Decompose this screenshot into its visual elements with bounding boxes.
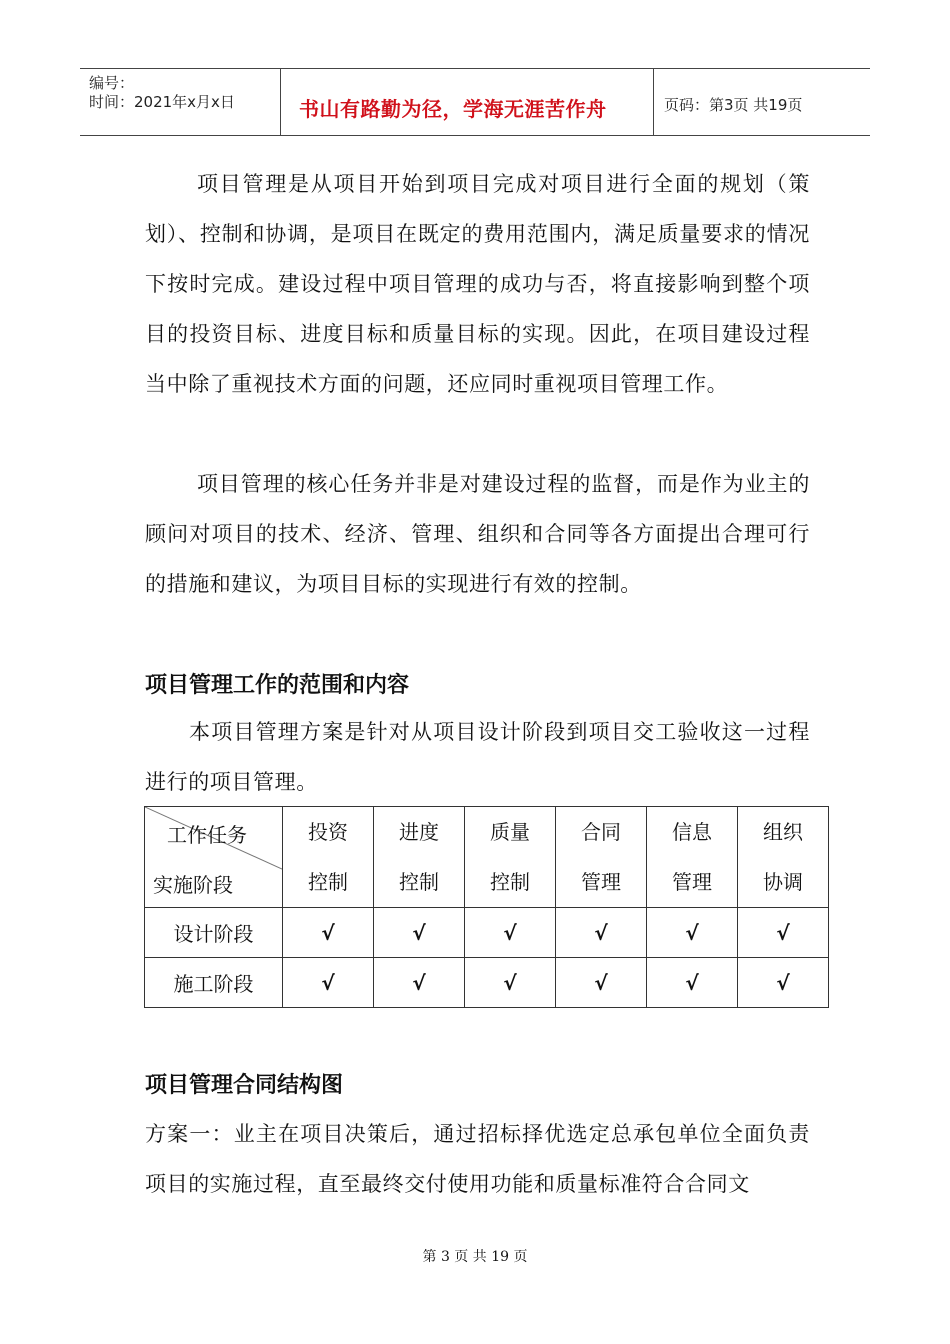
- task-phase-table: [144, 806, 829, 1008]
- column-header-contract: 合同 管理: [556, 807, 647, 908]
- column-header-investment: 投资 控制: [283, 807, 374, 908]
- row-label-design: 设计阶段: [145, 908, 283, 958]
- check-mark: √: [465, 908, 556, 958]
- header-left-cell: [80, 69, 281, 135]
- header-right-cell: [654, 69, 870, 135]
- check-mark: √: [283, 908, 374, 958]
- document-number-label: 编号：: [89, 74, 135, 92]
- section-heading-contract-structure: 项目管理合同结构图: [145, 1073, 344, 1098]
- check-mark: √: [738, 958, 829, 1008]
- corner-label-phase: 实施阶段: [153, 873, 233, 897]
- column-header-coordination: 组织 协调: [738, 807, 829, 908]
- check-mark: √: [283, 958, 374, 1008]
- date-label: 时间：2021年x月x日: [89, 93, 235, 111]
- table-row: [145, 908, 829, 958]
- header-center-cell: [281, 69, 654, 135]
- check-mark: √: [647, 958, 738, 1008]
- check-mark: √: [738, 908, 829, 958]
- column-header-quality: 质量 控制: [465, 807, 556, 908]
- check-mark: √: [374, 908, 465, 958]
- table-row: [145, 958, 829, 1008]
- check-mark: √: [556, 908, 647, 958]
- table-corner-cell: [145, 807, 283, 908]
- page-header: [80, 68, 870, 136]
- table-header-row: [145, 807, 829, 908]
- check-mark: √: [556, 958, 647, 1008]
- page-footer: 第 3 页 共 19 页: [422, 1249, 528, 1265]
- paragraph-core-task: 项目管理的核心任务并非是对建设过程的监督，而是作为业主的顾问对项目的技术、经济、管理、组织和合同等各方面提出合理可行的措施和建议，为项目目标的实现进行有效的控制。: [145, 472, 810, 596]
- row-label-construction: 施工阶段: [145, 958, 283, 1008]
- check-mark: √: [647, 908, 738, 958]
- header-motto: 书山有路勤为径，学海无涯苦作舟: [299, 97, 607, 121]
- column-header-schedule: 进度 控制: [374, 807, 465, 908]
- check-mark: √: [374, 958, 465, 1008]
- page-counter: 页码：第3页 共19页: [664, 96, 803, 114]
- corner-label-task: 工作任务: [167, 823, 247, 847]
- section-contract-text: 方案一：业主在项目决策后，通过招标择优选定总承包单位全面负责项目的实施过程，直至最终交付使用功能和质量标准符合合同文: [145, 1122, 810, 1196]
- section-scope-intro: 本项目管理方案是针对从项目设计阶段到项目交工验收这一过程进行的项目管理。: [145, 720, 810, 794]
- check-mark: √: [465, 958, 556, 1008]
- paragraph-intro: 项目管理是从项目开始到项目完成对项目进行全面的规划（策划）、控制和协调，是项目在既定的费用范围内，满足质量要求的情况下按时完成。建设过程中项目管理的成功与否，将直接影响到整个项目的投资目标、进度目标和质量目标的实现。因此，在项目建设过程当中除了重视技术方面的问题，还应同时重视项目管理工作。: [145, 172, 810, 396]
- section-heading-scope: 项目管理工作的范围和内容: [145, 673, 410, 698]
- column-header-information: 信息 管理: [647, 807, 738, 908]
